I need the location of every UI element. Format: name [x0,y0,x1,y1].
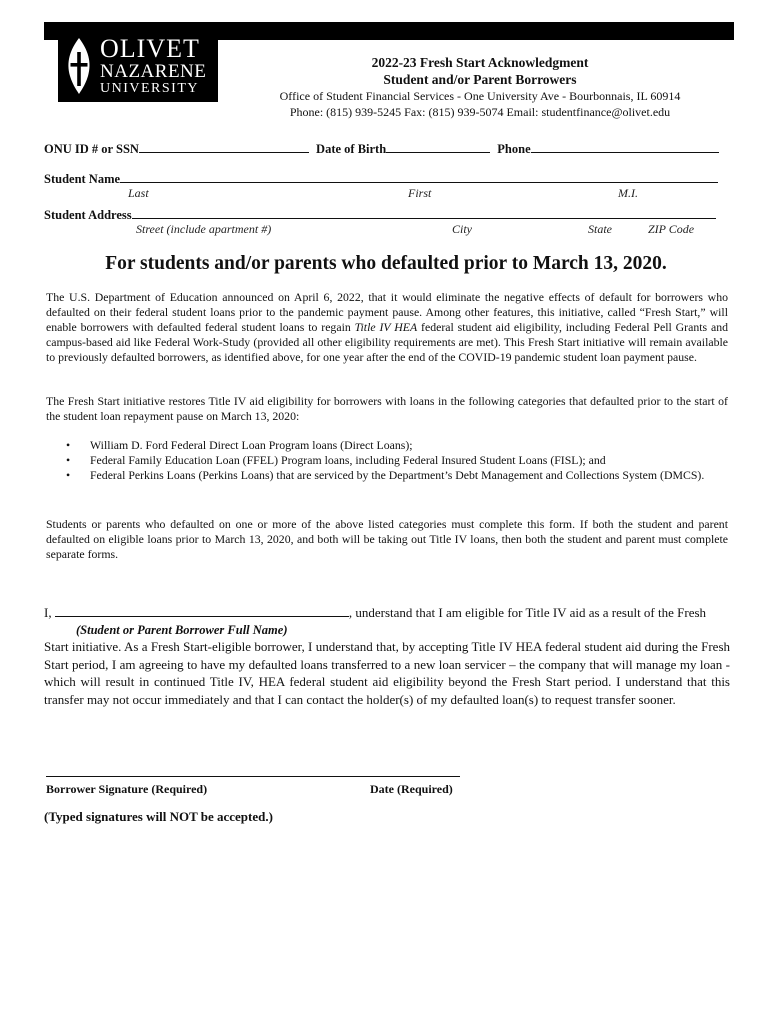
addr-zip-caption: ZIP Code [648,222,695,236]
office-address: Office of Student Financial Services - One University Ave - Bourbonnais, IL 60914 [279,89,681,103]
paragraph-instructions: Students or parents who defaulted on one or more of the above listed categories must complete this form. If both the student and parent defaulted on eligible loans prior to March 13, 2020, and both will be taking out Title IV loans, then both the student and parent must complete separate forms. [46,517,728,561]
student-address-row [44,207,716,223]
addr-state-caption: State [588,222,612,236]
cross-flame-icon [64,36,94,96]
student-address-field[interactable] [132,207,716,219]
dob-field[interactable] [386,141,490,153]
form-subtitle: Student and/or Parent Borrowers [383,72,577,87]
logo-line-3: UNIVERSITY [100,81,199,96]
name-last-caption: Last [128,186,149,200]
university-logo [58,30,218,102]
typed-signature-note: (Typed signatures will NOT be accepted.) [44,809,273,824]
id-dob-phone-row [44,141,719,157]
logo-line-1: OLIVET [100,34,200,63]
p1-part-b: federal student aid eligibility, including Federal Pell Grants and campus-based aid like Federal Work-Study (provided all other eligibility requirements are met). This Fresh Start initiative will remain available to previously defaulted borrowers, as identified above, for one year after the end of the COVID-19 pandemic student loan payment pause. [46,320,728,364]
addr-city-caption: City [452,222,472,236]
list-item: • Federal Family Education Loan (FFEL) Program loans, including Federal Insured Student Loans (FISL); and [66,453,728,468]
dob-label: Date of Birth [316,142,387,156]
logo-wordmark [100,36,206,96]
paragraph-eligibility: The Fresh Start initiative restores Title IV aid eligibility for borrowers with loans in the following categories that defaulted prior to the start of the student loan repayment pause on March 13, 2020: [46,394,728,423]
student-address-label: Student Address [44,208,132,222]
ack-line1-rest: , understand that I am eligible for Title IV aid as a result of the Fresh [348,605,707,620]
phone-field[interactable] [531,141,719,153]
form-title-block [230,54,730,120]
p1-part-a: The U.S. Department of Education announced on April 6, 2022, that it would eliminate the negative effects of default for borrowers who defaulted on their federal student loans prior to the pandemic payment pause. Among other features, this initiative, called “Fresh Start,” will enable borrowers with defaulted federal student loans to regain [46,290,728,334]
student-name-row [44,171,718,187]
p1-italic: Title IV HEA [354,320,418,334]
list-item: • Federal Perkins Loans (Perkins Loans) that are serviced by the Department’s Debt Management and Collections System (DMCS). [66,468,728,483]
ack-prefix: I, [44,605,55,620]
signature-label: Borrower Signature (Required) [46,782,208,796]
name-first-caption: First [408,186,432,200]
acknowledgment-line [44,604,730,622]
student-name-field[interactable] [120,171,718,183]
name-mi-caption: M.I. [618,186,638,200]
addr-street-caption: Street (include apartment #) [136,222,272,236]
id-label: ONU ID # or SSN [44,142,139,156]
borrower-name-caption: (Student or Parent Borrower Full Name) [76,623,288,637]
signature-line[interactable] [46,776,460,777]
logo-line-2: NAZARENE [100,61,207,82]
paragraph-announcement [46,290,728,365]
form-title: 2022-23 Fresh Start Acknowledgment [371,55,589,70]
phone-label: Phone [497,142,531,156]
office-contact: Phone: (815) 939-5245 Fax: (815) 939-5074 Email: studentfinance@olivet.edu [289,105,671,119]
borrower-name-field[interactable] [55,604,349,617]
date-label: Date (Required) [370,782,453,796]
section-heading: For students and/or parents who defaulted prior to March 13, 2020. [105,253,667,274]
student-name-label: Student Name [44,172,121,186]
id-field[interactable] [139,141,309,153]
loan-category-list [66,438,728,483]
list-item: • William D. Ford Federal Direct Loan Program loans (Direct Loans); [66,438,728,453]
acknowledgment-body: Start initiative. As a Fresh Start-eligible borrower, I understand that, by accepting Title IV HEA federal student aid during the Fresh Start period, I am agreeing to have my defaulted loans transferred to a new loan servicer – the company that will manage my loan - which will result in continued Title IV, HEA federal student aid eligibility beyond the Fresh Start period. I understand that this transfer may not occur immediately and that I can contact the holder(s) of my defaulted loan(s) to request transfer sooner. [44,639,730,707]
